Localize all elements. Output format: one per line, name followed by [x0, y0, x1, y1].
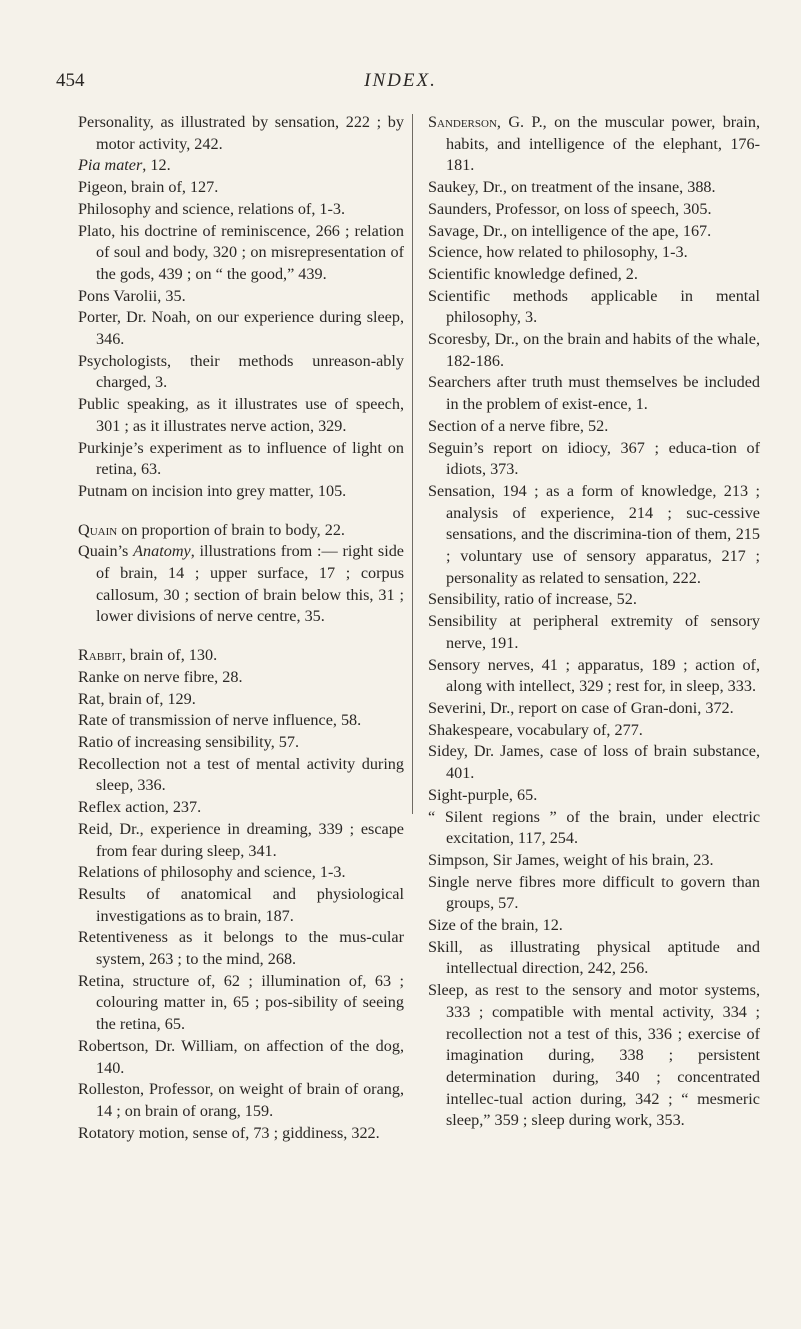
- index-entry: Skill, as illustrating physical aptitude and intellectual direction, 242, 256.: [428, 937, 760, 978]
- index-entry: Reid, Dr., experience in dreaming, 339 ; escape from fear during sleep, 341.: [78, 819, 404, 860]
- index-entry: Saukey, Dr., on treatment of the insane, 388.: [428, 178, 716, 197]
- index-entry: Plato, his doctrine of reminiscence, 266 ; relation of soul and body, 320 ; on misrepresentation of the gods, 439 ; on “ the good,” 439.: [78, 221, 404, 283]
- index-entry: Searchers after truth must themselves be included in the problem of exist-ence, 1.: [428, 373, 760, 414]
- index-entry: Personality, as illustrated by sensation, 222 ; by motor activity, 242.: [78, 113, 404, 153]
- index-entry: Sight-purple, 65.: [428, 785, 538, 804]
- index-entry: Recollection not a test of mental activity during sleep, 336.: [78, 754, 404, 795]
- index-entry: Savage, Dr., on intelligence of the ape, 167.: [428, 221, 712, 240]
- index-entry: Scientific knowledge defined, 2.: [428, 264, 638, 283]
- entry-text-part: Rabbit: [78, 646, 122, 665]
- index-entry: Sensibility at peripheral extremity of sensory nerve, 191.: [428, 612, 760, 652]
- entry-text-part: Pia mater: [78, 156, 143, 175]
- index-entry: Size of the brain, 12.: [428, 916, 563, 935]
- entry-text-part: on proportion of brain to body, 22.: [117, 520, 345, 539]
- running-title: INDEX.: [364, 70, 437, 91]
- index-entry: Public speaking, as it illustrates use of speech, 301 ; as it illustrates nerve action, 329.: [78, 395, 404, 435]
- index-entry: “ Silent regions ” of the brain, under electric excitation, 117, 254.: [428, 807, 760, 848]
- entry-text-part: Sanderson: [428, 113, 497, 131]
- index-entry: Scientific methods applicable in mental philosophy, 3.: [428, 286, 760, 327]
- index-entry: Retina, structure of, 62 ; illumination of, 63 ; colouring matter in, 65 ; pos-sibility of seeing the retina, 65.: [78, 971, 404, 1034]
- index-entry: Robertson, Dr. William, on affection of the dog, 140.: [78, 1036, 404, 1077]
- index-entry: Ranke on nerve fibre, 28.: [78, 667, 243, 686]
- index-entry: Pons Varolii, 35.: [78, 286, 186, 305]
- index-entry: Purkinje’s experiment as to influence of light on retina, 63.: [78, 438, 404, 479]
- index-entry: Severini, Dr., report on case of Gran-doni, 372.: [428, 698, 734, 717]
- index-entry: Rate of transmission of nerve influence, 58.: [78, 711, 362, 730]
- index-entry: Pigeon, brain of, 127.: [78, 178, 219, 197]
- index-entry: Simpson, Sir James, weight of his brain, 23.: [428, 850, 714, 869]
- entry-text-part: Quain’s: [78, 542, 134, 561]
- column-divider: [412, 114, 413, 814]
- index-entry: Putnam on incision into grey matter, 105.: [78, 481, 347, 500]
- index-entry: [78, 645, 404, 667]
- index-column-right: [428, 112, 760, 1132]
- index-entry: Ratio of increasing sensibility, 57.: [78, 732, 300, 751]
- entry-text-part: , 12.: [142, 156, 171, 175]
- index-entry: Sidey, Dr. James, case of loss of brain substance, 401.: [428, 742, 760, 783]
- index-entry: Porter, Dr. Noah, on our experience during sleep, 346.: [78, 308, 404, 349]
- index-entry: Single nerve fibres more difficult to govern than groups, 57.: [428, 872, 760, 913]
- entry-text-part: , G. P., on the muscular power, brain, habits, and intelligence of the elephant, 176-181.: [446, 113, 760, 175]
- entry-text-part: , illustrations from :— right side of brain, 14 ; upper surface, 17 ; corpus callosum, 30 ; section of brain below this, 31 ; lower divisions of nerve centre, 35.: [96, 542, 404, 626]
- index-entry: Section of a nerve fibre, 52.: [428, 416, 609, 435]
- index-entry: Science, how related to philosophy, 1-3.: [428, 243, 688, 262]
- index-entry: Philosophy and science, relations of, 1-3.: [78, 199, 346, 218]
- index-entry: [428, 112, 760, 177]
- entry-text-part: Anatomy: [133, 542, 191, 561]
- entry-text-part: , brain of, 130.: [121, 646, 218, 665]
- index-entry: Reflex action, 237.: [78, 798, 202, 817]
- index-entry: Sensation, 194 ; as a form of knowledge, 213 ; analysis of experience, 214 ; suc-cessive sensations, and the discrimina-tion of them, 215 ; voluntary use of sensory apparatus, 217 ; personality as related to sensation, 222.: [428, 481, 760, 587]
- index-entry: Results of anatomical and physiological investigations as to brain, 187.: [78, 884, 404, 925]
- index-entry: Sensibility, ratio of increase, 52.: [428, 590, 637, 609]
- index-entry: [78, 541, 404, 628]
- index-entry: Psychologists, their methods unreason-ably charged, 3.: [78, 351, 404, 392]
- index-entry: Rotatory motion, sense of, 73 ; giddiness, 322.: [78, 1123, 380, 1142]
- index-entry: Seguin’s report on idiocy, 367 ; educa-tion of idiots, 373.: [428, 438, 760, 479]
- entry-text-part: Quain: [78, 520, 118, 539]
- index-entry: Rolleston, Professor, on weight of brain of orang, 14 ; on brain of orang, 159.: [78, 1080, 404, 1120]
- index-entry: Scoresby, Dr., on the brain and habits of the whale, 182-186.: [428, 330, 760, 370]
- index-entry: Rat, brain of, 129.: [78, 689, 196, 708]
- index-entry: Retentiveness as it belongs to the mus-cular system, 263 ; to the mind, 268.: [78, 928, 404, 969]
- page-number: 454: [56, 70, 85, 91]
- index-entry: Saunders, Professor, on loss of speech, 305.: [428, 199, 712, 218]
- index-entry: Shakespeare, vocabulary of, 277.: [428, 720, 643, 739]
- index-entry: Sleep, as rest to the sensory and motor systems, 333 ; compatible with mental activity, 334 ; recollection not a test of this, 336 ; exercise of imagination during, 338 ; persistent determination during, 340 ; concentrated intellec-tual action during, 342 ; “ mesmeric sleep,” 359 ; sleep during work, 353.: [428, 981, 760, 1130]
- index-entry: Sensory nerves, 41 ; apparatus, 189 ; action of, along with intellect, 329 ; rest for, in sleep, 333.: [428, 655, 760, 696]
- index-entry: [78, 520, 404, 542]
- index-entry: Relations of philosophy and science, 1-3.: [78, 863, 346, 882]
- index-column-left: [78, 112, 404, 1144]
- index-entry: [78, 155, 404, 177]
